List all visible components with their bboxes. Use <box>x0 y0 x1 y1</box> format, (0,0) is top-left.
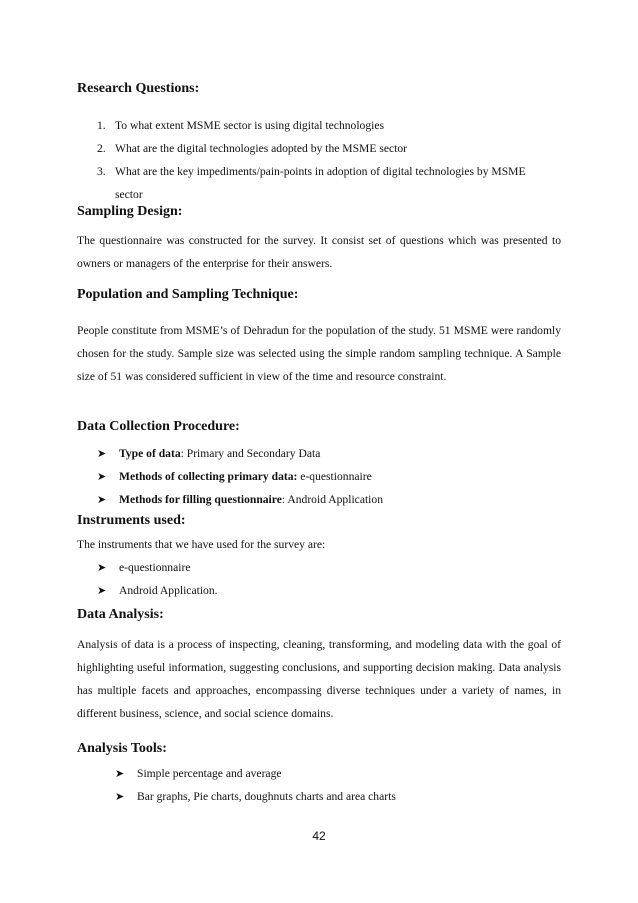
sampling-design-body <box>77 229 561 275</box>
population-body <box>77 319 561 388</box>
data-collection-item <box>77 488 561 511</box>
arrow-bullet-icon: ➤ <box>115 790 125 803</box>
data-collection-label: Type of data <box>119 447 181 460</box>
instruments-intro: The instruments that we have used for the survey are: <box>77 538 326 551</box>
section-instruments <box>77 512 561 530</box>
data-collection-heading: Data Collection Procedure: <box>77 419 240 434</box>
research-question-text: What are the digital technologies adopted by the MSME sector <box>115 142 408 155</box>
analysis-tool-item <box>77 785 561 808</box>
population-text: People constitute from MSME’s of Dehradun for the population of the study. 51 MSME were randomly chosen for the study. Sample size was selected using the simple random sampling technique. A Sample size of 51 was considered sufficient in view of the time and resource constraint. <box>77 324 561 383</box>
data-collection-separator: : <box>180 447 187 460</box>
research-question-number: 2. <box>97 142 106 155</box>
data-collection-item <box>77 465 561 488</box>
data-collection-label: Methods for filling questionnaire <box>119 493 282 506</box>
data-analysis-text: Analysis of data is a process of inspecting, cleaning, transforming, and modeling data with the goal of highlighting useful information, suggesting conclusions, and supporting decision making. Data analysis has multiple facets and approaches, encompassing diverse techniques under a variety of names, in different business, science, and social science domains. <box>77 638 561 720</box>
analysis-tools-heading: Analysis Tools: <box>77 741 167 756</box>
research-questions-heading: Research Questions: <box>77 81 200 96</box>
data-analysis-heading: Data Analysis: <box>77 607 164 622</box>
sampling-design-heading: Sampling Design: <box>77 204 183 219</box>
research-question-item <box>77 137 561 160</box>
arrow-bullet-icon: ➤ <box>115 767 125 780</box>
arrow-bullet-icon: ➤ <box>97 561 107 574</box>
analysis-tool-item <box>77 762 561 785</box>
data-collection-item <box>77 442 561 465</box>
arrow-bullet-icon: ➤ <box>97 447 107 460</box>
arrow-bullet-icon: ➤ <box>97 493 107 506</box>
research-questions-list <box>77 114 561 206</box>
section-research-questions <box>77 80 561 98</box>
analysis-tool-text: Bar graphs, Pie charts, doughnuts charts and area charts <box>137 790 396 803</box>
section-population <box>77 286 561 304</box>
data-analysis-body <box>77 633 561 725</box>
analysis-tool-text: Simple percentage and average <box>137 767 282 780</box>
arrow-bullet-icon: ➤ <box>97 584 107 597</box>
research-question-text: What are the key impediments/pain-points in adoption of digital technologies by MSME sector <box>115 165 526 201</box>
arrow-bullet-icon: ➤ <box>97 470 107 483</box>
data-collection-value: Android Application <box>287 493 383 506</box>
research-question-text: To what extent MSME sector is using digital technologies <box>115 119 385 132</box>
analysis-tools-list <box>77 762 561 808</box>
section-analysis-tools <box>77 740 561 758</box>
research-question-item <box>77 160 561 206</box>
instruments-body <box>77 533 561 602</box>
instrument-text: Android Application. <box>119 584 218 597</box>
research-question-item <box>77 114 561 137</box>
data-collection-list <box>77 442 561 511</box>
section-data-analysis <box>77 606 561 624</box>
research-question-number: 1. <box>97 119 106 132</box>
data-collection-separator: : <box>281 493 288 506</box>
instrument-item <box>77 579 561 602</box>
research-question-number: 3. <box>97 165 106 178</box>
instrument-item <box>77 556 561 579</box>
sampling-design-text: The questionnaire was constructed for the survey. It consist set of questions which was presented to owners or managers of the enterprise for their answers. <box>77 234 561 270</box>
data-collection-value: e-questionnaire <box>300 470 372 483</box>
page-number: 42 <box>312 829 326 843</box>
instrument-text: e-questionnaire <box>119 561 191 574</box>
section-data-collection <box>77 418 561 436</box>
section-sampling-design <box>77 203 561 221</box>
data-collection-value: Primary and Secondary Data <box>186 447 321 460</box>
data-collection-label: Methods of collecting primary data: <box>119 470 298 483</box>
population-heading: Population and Sampling Technique: <box>77 287 299 302</box>
instruments-heading: Instruments used: <box>77 513 186 528</box>
